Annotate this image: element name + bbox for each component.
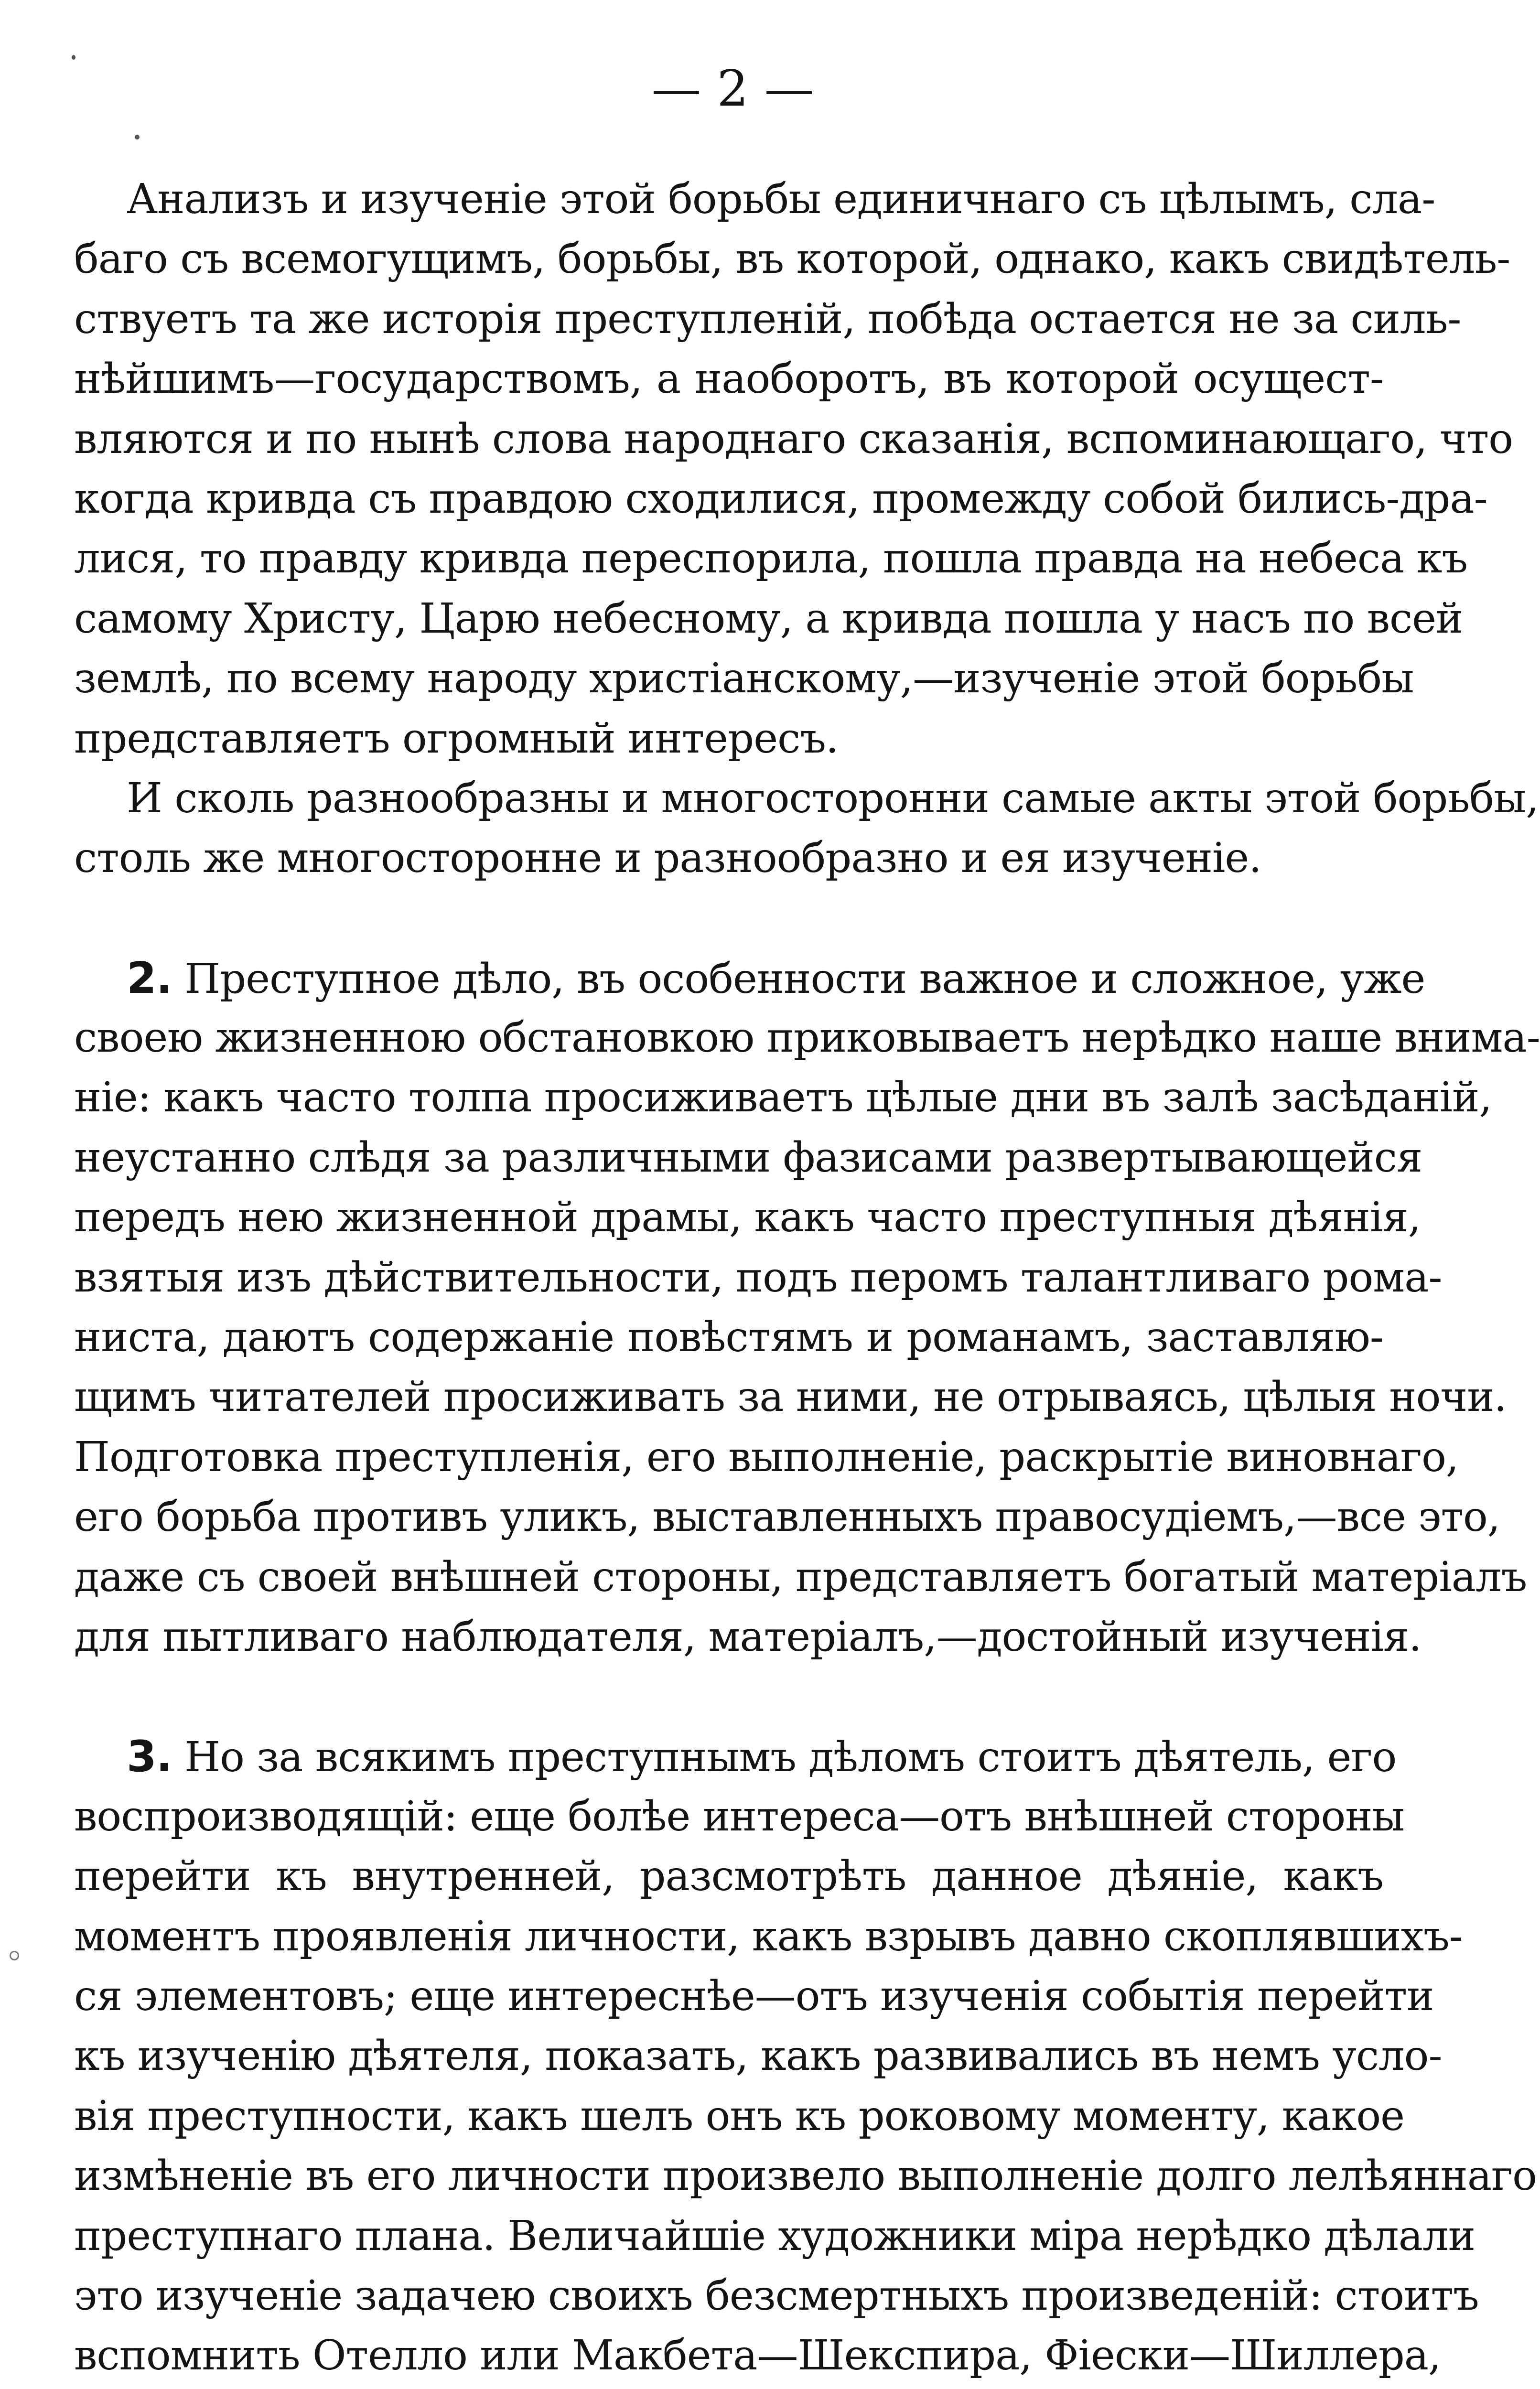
text-line: своею жизненною обстановкою приковываетъ нерѣдко наше внима-: [74, 1014, 1540, 1062]
text-line: ся элементовъ; еще интереснѣе—отъ изученія событія перейти: [74, 1972, 1434, 2020]
text-line: перейти къ внутренней, разсмотрѣть данное дѣяніе, какъ: [74, 1852, 1383, 1901]
text-line: для пытливаго наблюдателя, матеріалъ,—достойный изученія.: [74, 1613, 1422, 1661]
section-first-line-text: Преступное дѣло, въ особенности важное и сложное, уже: [184, 955, 1425, 1003]
text-line: вія преступности, какъ шелъ онъ къ роковому моменту, какое: [74, 2092, 1405, 2140]
text-line: И сколь разнообразны и многосторонни самые акты этой борьбы,: [127, 774, 1539, 822]
section-number: 2.: [127, 953, 172, 1003]
text-line: вляются и по нынѣ слова народнаго сказанія, вспоминающаго, что: [74, 415, 1513, 463]
text-line: представляетъ огромный интересъ.: [74, 714, 839, 763]
section-3: [74, 1727, 1537, 2386]
scan-speck: [72, 55, 75, 60]
text-line: это изученіе задачею своихъ безсмертныхъ произведеній: стоитъ: [74, 2271, 1479, 2320]
text-line: преступнаго плана. Величайшіе художники міра нерѣдко дѣлали: [74, 2212, 1475, 2260]
text-line: нѣйшимъ—государствомъ, а наоборотъ, въ которой осущест-: [74, 355, 1383, 403]
text-line: къ изученію дѣятеля, показать, какъ развивались въ немъ усло-: [74, 2032, 1442, 2080]
scan-speck: [10, 1951, 19, 1960]
paragraph-2: [74, 769, 1539, 889]
text-line: Подготовка преступленія, его выполненіе, раскрытіе виновнаго,: [74, 1433, 1459, 1481]
body-text: [74, 170, 1540, 2386]
text-line: самому Христу, Царю небесному, а кривда пошла у насъ по всей: [74, 594, 1463, 643]
section-first-line-text: Но за всякимъ преступнымъ дѣломъ стоитъ дѣятель, его: [184, 1733, 1397, 1782]
text-line: неустанно слѣдя за различными фазисами развертывающейся: [74, 1133, 1422, 1182]
text-line: столь же многосторонне и разнообразно и ея изученіе.: [74, 834, 1261, 882]
text-line: землѣ, по всему народу христіанскому,—изученіе этой борьбы: [74, 655, 1414, 703]
text-line: измѣненіе въ его личности произвело выполненіе долго лелѣяннаго: [74, 2152, 1537, 2200]
text-line: вспомнить Отелло или Макбета—Шекспира, Фіески—Шиллера,: [74, 2332, 1441, 2380]
text-line: ствуетъ та же исторія преступленій, побѣда остается не за силь-: [74, 295, 1461, 343]
text-line: баго съ всемогущимъ, борьбы, въ которой, однако, какъ свидѣтель-: [74, 235, 1510, 283]
text-line: его борьба противъ уликъ, выставленныхъ правосудіемъ,—все это,: [74, 1493, 1500, 1541]
section-first-line: [74, 948, 1425, 1008]
section-number: 3.: [127, 1732, 172, 1782]
text-line: воспроизводящій: еще болѣе интереса—отъ внѣшней стороны: [74, 1792, 1405, 1840]
page-number: — 2 —: [651, 59, 814, 118]
text-line: щимъ читателей просиживать за ними, не отрываясь, цѣлыя ночи.: [74, 1373, 1507, 1421]
text-line: взятыя изъ дѣйствительности, подъ перомъ талантливаго рома-: [74, 1253, 1442, 1302]
text-line: передъ нею жизненной драмы, какъ часто преступныя дѣянія,: [74, 1194, 1421, 1242]
section-first-line: [74, 1727, 1397, 1786]
paragraph-1: [74, 170, 1513, 769]
text-line: Анализъ и изученіе этой борьбы единичнаго съ цѣлымъ, сла-: [127, 175, 1435, 223]
text-line: когда кривда съ правдою сходилися, промежду собой бились-дра-: [74, 474, 1487, 523]
text-line: лися, то правду кривда переспорила, пошла правда на небеса къ: [74, 535, 1468, 583]
scan-speck: [135, 135, 140, 140]
text-line: моментъ проявленія личности, какъ взрывъ давно скоплявшихъ-: [74, 1912, 1463, 1960]
text-line: ниста, даютъ содержаніе повѣстямъ и романамъ, заставляю-: [74, 1313, 1383, 1362]
text-line: даже съ своей внѣшней стороны, представляетъ богатый матеріалъ: [74, 1553, 1527, 1601]
section-2: [74, 948, 1540, 1668]
text-line: ніе: какъ часто толпа просиживаетъ цѣлые дни въ залѣ засѣданій,: [74, 1074, 1492, 1122]
